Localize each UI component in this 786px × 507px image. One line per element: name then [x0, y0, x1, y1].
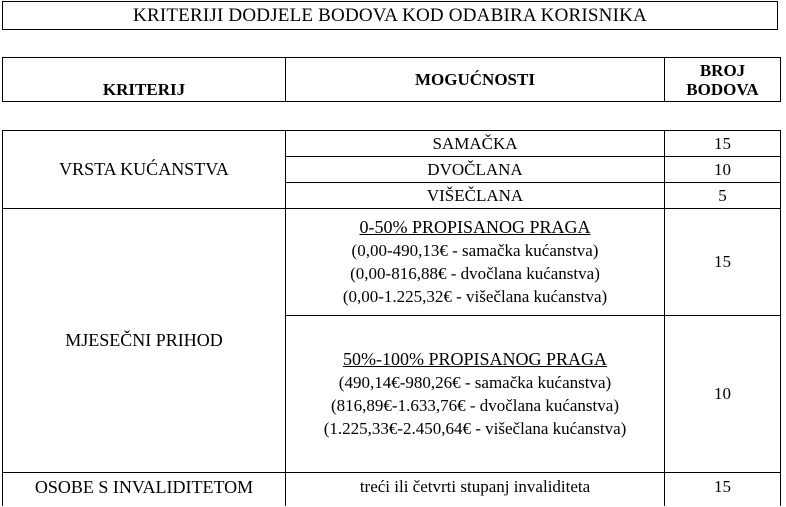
- option-cell: VIŠEČLANA: [286, 183, 665, 209]
- income-range-heading: 50%-100% PROPISANOG PRAGA: [342, 349, 608, 369]
- income-range-line: (816,89€-1.633,76€ - dvočlana kućanstva): [331, 396, 619, 415]
- page-title: KRITERIJI DODJELE BODOVA KOD ODABIRA KORISNIKA: [2, 1, 778, 30]
- criterion-household: VRSTA KUĆANSTVA: [3, 131, 286, 209]
- option-cell: [286, 316, 665, 473]
- points-cell: 15: [665, 473, 781, 507]
- points-cell: 10: [665, 157, 781, 183]
- criterion-disability: OSOBE S INVALIDITETOM: [3, 473, 286, 507]
- income-range-heading: 0-50% PROPISANOG PRAGA: [359, 217, 591, 237]
- points-cell: 10: [665, 316, 781, 473]
- criteria-table: [2, 130, 781, 506]
- income-range-line: (0,00-1.225,32€ - višečlana kućanstva): [342, 287, 608, 306]
- header-criterion: KRITERIJ: [3, 58, 286, 102]
- points-cell: 15: [665, 131, 781, 157]
- income-range-line: (0,00-816,88€ - dvočlana kućanstva): [350, 264, 600, 283]
- header-options: MOGUĆNOSTI: [286, 58, 665, 102]
- table-row: [3, 209, 781, 316]
- income-range-line: (0,00-490,13€ - samačka kućanstva): [351, 241, 599, 260]
- header-points: [665, 58, 781, 102]
- option-cell: [286, 209, 665, 316]
- table-row: [3, 473, 781, 507]
- points-cell: 15: [665, 209, 781, 316]
- criterion-income: MJESEČNI PRIHOD: [3, 209, 286, 473]
- header-points-line1: BROJ: [699, 60, 746, 80]
- option-cell: treći ili četvrti stupanj invaliditeta: [286, 473, 665, 507]
- header-points-line2: BODOVA: [686, 79, 759, 99]
- table-header: [2, 57, 781, 102]
- points-cell: 5: [665, 183, 781, 209]
- income-range-line: (1.225,33€-2.450,64€ - višečlana kućanstva): [323, 419, 627, 438]
- option-cell: DVOČLANA: [286, 157, 665, 183]
- income-range-line: (490,14€-980,26€ - samačka kućanstva): [338, 373, 612, 392]
- table-row: [3, 131, 781, 157]
- option-cell: SAMAČKA: [286, 131, 665, 157]
